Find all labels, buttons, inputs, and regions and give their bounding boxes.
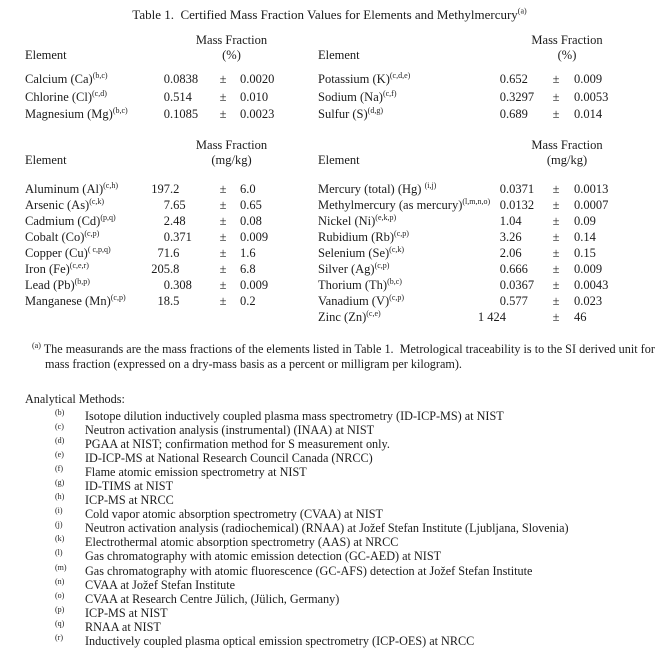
uncertainty-value: 0.08 xyxy=(240,213,262,228)
plus-minus-sign: ± xyxy=(219,107,227,121)
table-row xyxy=(25,213,302,229)
unit-header: (%) xyxy=(222,48,241,62)
element-name: Aluminum (Al) xyxy=(25,181,104,196)
footnote-a xyxy=(32,342,657,373)
value-integer-part: 0 xyxy=(499,197,506,212)
unit-header: (mg/kg) xyxy=(546,152,588,167)
method-footnote-marker: (p) xyxy=(55,604,65,614)
plus-minus-sign: ± xyxy=(552,197,560,212)
plus-minus-sign: ± xyxy=(552,89,560,104)
table-rows xyxy=(25,181,302,309)
method-text: ICP-MS at NRCC xyxy=(85,493,174,508)
table-row xyxy=(318,261,634,277)
plus-minus-sign: ± xyxy=(219,245,227,260)
value-integer-part: 0 xyxy=(163,229,170,244)
value-integer-part: 1 xyxy=(499,213,506,228)
plus-minus-sign: ± xyxy=(552,107,560,121)
element-footnote-marker: (c,f) xyxy=(382,88,397,98)
method-footnote-marker: (l) xyxy=(55,548,63,558)
method-item xyxy=(55,606,659,620)
element-header: Element xyxy=(318,152,360,167)
uncertainty-value: 0.010 xyxy=(240,89,269,104)
element-name: Magnesium (Mg) xyxy=(25,107,113,121)
value-fraction-part: .65 xyxy=(170,197,186,212)
table-header-row xyxy=(318,138,634,153)
element-footnote-marker: (c,p) xyxy=(110,292,126,302)
value-fraction-part: .0132 xyxy=(506,197,535,212)
method-text: PGAA at NIST; confirmation method for S measurement only. xyxy=(85,436,390,451)
uncertainty-value: 0.2 xyxy=(240,293,256,308)
method-item xyxy=(55,578,659,592)
value-integer-part: 197 xyxy=(151,181,170,196)
method-item xyxy=(55,535,659,549)
method-text: RNAA at NIST xyxy=(85,619,161,634)
element-footnote-marker: (c,p) xyxy=(374,260,390,270)
table-row xyxy=(318,197,634,213)
plus-minus-sign: ± xyxy=(552,277,560,292)
value-fraction-part: .666 xyxy=(506,261,528,276)
plus-minus-sign: ± xyxy=(219,197,227,212)
mass-fraction-section-percent xyxy=(0,33,659,124)
element-footnote-marker: (d,g) xyxy=(367,105,383,115)
method-footnote-marker: (c) xyxy=(55,421,64,431)
value-integer-part: 0 xyxy=(163,277,170,292)
uncertainty-value: 0.009 xyxy=(574,72,603,86)
value-fraction-part: .1085 xyxy=(170,107,199,121)
element-footnote-marker: (c,d,e) xyxy=(389,70,411,80)
element-name: Vanadium (V) xyxy=(318,293,390,308)
table-row xyxy=(25,197,302,213)
table-percent-right xyxy=(318,33,634,124)
unit-header: (%) xyxy=(557,48,577,62)
method-footnote-marker: (g) xyxy=(55,477,65,487)
plus-minus-sign: ± xyxy=(552,213,560,228)
element-footnote-marker: (c,h) xyxy=(103,180,119,190)
element-name: Arsenic (As) xyxy=(25,197,90,212)
method-item xyxy=(55,521,659,535)
element-header: Element xyxy=(25,152,67,167)
table-header-row xyxy=(318,33,634,48)
spacer xyxy=(25,63,302,71)
plus-minus-sign: ± xyxy=(219,181,227,196)
method-text: Isotope dilution inductively coupled plasma mass spectrometry (ID-ICP-MS) at NIST xyxy=(85,408,504,423)
spacer xyxy=(25,168,302,181)
value-integer-part: 71 xyxy=(157,245,170,260)
plus-minus-sign: ± xyxy=(219,277,227,292)
plus-minus-sign: ± xyxy=(552,309,560,324)
element-name: Thorium (Th) xyxy=(318,277,388,292)
value-integer-part: 3 xyxy=(499,229,506,244)
method-text: Neutron activation analysis (instrumental) (INAA) at NIST xyxy=(85,422,375,437)
element-footnote-marker: (l,m,n,o) xyxy=(462,196,491,206)
plus-minus-sign: ± xyxy=(552,245,560,260)
value-fraction-part: .689 xyxy=(506,107,528,121)
table-row xyxy=(25,293,302,309)
spacer xyxy=(318,168,634,181)
unit-header: (mg/kg) xyxy=(211,152,252,167)
table-row xyxy=(318,229,634,245)
table-title xyxy=(0,0,659,23)
value-fraction-part: .2 xyxy=(170,181,180,196)
uncertainty-value: 0.0020 xyxy=(240,72,275,86)
analytical-methods-list xyxy=(55,409,659,649)
uncertainty-value: 1.6 xyxy=(240,245,256,260)
element-header: Element xyxy=(25,48,67,62)
footnote-a-marker: (a) xyxy=(32,340,41,350)
value-fraction-part: .652 xyxy=(506,72,528,86)
plus-minus-sign: ± xyxy=(552,181,560,196)
table-title-text: Table 1. Certified Mass Fraction Values for Elements and Methylmercury xyxy=(132,7,518,22)
value-fraction-part: .514 xyxy=(170,89,192,104)
table-rows xyxy=(25,71,302,124)
value-integer-part: 0 xyxy=(163,89,170,104)
value-integer-part: 0 xyxy=(163,107,170,121)
mass-fraction-header: Mass Fraction xyxy=(195,137,268,152)
table-row xyxy=(25,245,302,261)
element-footnote-marker: (b,p) xyxy=(74,276,90,286)
value-integer-part: 2 xyxy=(163,213,170,228)
table-row xyxy=(25,106,302,124)
element-name: Sodium (Na) xyxy=(318,89,383,104)
table-header-row xyxy=(25,33,302,48)
method-text: Electrothermal atomic absorption spectrometry (AAS) at NRCC xyxy=(85,535,399,550)
plus-minus-sign: ± xyxy=(552,293,560,308)
method-text: ICP-MS at NIST xyxy=(85,605,168,620)
uncertainty-value: 0.14 xyxy=(574,229,596,244)
value-fraction-part: .8 xyxy=(170,261,180,276)
table-row xyxy=(318,89,634,107)
element-name: Manganese (Mn) xyxy=(25,293,111,308)
value-fraction-part: .04 xyxy=(506,213,522,228)
plus-minus-sign: ± xyxy=(219,261,227,276)
method-item xyxy=(55,634,659,648)
mass-fraction-header: Mass Fraction xyxy=(195,33,268,47)
analytical-methods-label: Analytical Methods: xyxy=(25,391,125,406)
table-row xyxy=(318,106,634,124)
table-row xyxy=(318,245,634,261)
method-footnote-marker: (r) xyxy=(55,632,63,642)
element-name: Calcium (Ca) xyxy=(25,72,93,86)
value-fraction-part: .371 xyxy=(170,229,192,244)
element-name: Iron (Fe) xyxy=(25,261,70,276)
method-footnote-marker: (o) xyxy=(55,590,65,600)
method-footnote-marker: (j) xyxy=(55,520,63,530)
uncertainty-value: 6.8 xyxy=(240,261,256,276)
value-fraction-part: .3297 xyxy=(506,89,535,104)
table-row xyxy=(25,89,302,107)
uncertainty-value: 0.014 xyxy=(574,107,603,121)
table-subheader-row xyxy=(25,153,302,168)
element-footnote-marker: (c,p) xyxy=(84,228,100,238)
mass-fraction-header: Mass Fraction xyxy=(531,33,603,47)
element-name: Sulfur (S) xyxy=(318,107,368,121)
method-text: CVAA at Jožef Stefan Institute xyxy=(85,577,236,592)
element-footnote-marker: (c,d) xyxy=(92,88,107,98)
uncertainty-value: 0.0023 xyxy=(240,107,275,121)
plus-minus-sign: ± xyxy=(219,213,227,228)
value-integer-part: 0 xyxy=(163,72,170,86)
value-fraction-part: .48 xyxy=(170,213,186,228)
method-text: ID-TIMS at NIST xyxy=(85,478,174,493)
value-fraction-part: .6 xyxy=(170,245,180,260)
method-text: Gas chromatography with atomic emission detection (GC-AED) at NIST xyxy=(85,549,442,564)
mass-fraction-section-mgkg xyxy=(0,138,659,325)
uncertainty-value: 0.09 xyxy=(574,213,596,228)
element-footnote-marker: (c,e,r) xyxy=(69,260,89,270)
element-name: Cadmium (Cd) xyxy=(25,213,101,228)
table-mgkg-right xyxy=(318,138,634,325)
table-row xyxy=(318,293,634,309)
value-integer-part: 2 xyxy=(499,245,506,260)
element-name: Rubidium (Rb) xyxy=(318,229,395,244)
method-footnote-marker: (e) xyxy=(55,449,64,459)
method-item xyxy=(55,465,659,479)
element-footnote-marker: (p,q) xyxy=(100,212,116,222)
table-row xyxy=(318,309,634,325)
element-footnote-marker: (e,k,p) xyxy=(375,212,397,222)
table-rows xyxy=(318,71,634,124)
table-row xyxy=(25,261,302,277)
method-footnote-marker: (b) xyxy=(55,407,65,417)
element-footnote-marker: ( c,p,q) xyxy=(87,244,111,254)
method-item xyxy=(55,564,659,578)
element-name: Mercury (total) (Hg) xyxy=(318,181,425,196)
element-footnote-marker: (c,p) xyxy=(394,228,409,238)
element-name: Zinc (Zn) xyxy=(318,309,367,324)
value-integer-part: 205 xyxy=(151,261,170,276)
value-fraction-part: .0838 xyxy=(170,72,199,86)
value-integer-part: 0 xyxy=(499,72,506,86)
plus-minus-sign: ± xyxy=(219,293,227,308)
value-fraction-part: .577 xyxy=(506,293,528,308)
method-text: Gas chromatography with atomic fluorescence (GC-AFS) detection at Jožef Stefan Institute xyxy=(85,563,533,578)
method-text: CVAA at Research Centre Jülich, (Jülich, Germany) xyxy=(85,591,340,606)
table-subheader-row xyxy=(25,48,302,63)
method-footnote-marker: (i) xyxy=(55,506,63,516)
uncertainty-value: 0.009 xyxy=(574,261,603,276)
mass-fraction-header: Mass Fraction xyxy=(531,137,603,152)
method-item xyxy=(55,423,659,437)
element-name: Lead (Pb) xyxy=(25,277,75,292)
method-text: Inductively coupled plasma optical emission spectrometry (ICP-OES) at NRCC xyxy=(85,634,475,648)
table-percent-left xyxy=(25,33,302,124)
method-item xyxy=(55,437,659,451)
uncertainty-value: 46 xyxy=(574,309,587,324)
method-footnote-marker: (h) xyxy=(55,492,65,501)
value-integer-part: 1 424 xyxy=(477,309,506,324)
uncertainty-value: 0.009 xyxy=(240,277,269,292)
method-footnote-marker: (d) xyxy=(55,435,65,445)
method-text: ID-ICP-MS at National Research Council Canada (NRCC) xyxy=(85,450,373,465)
value-fraction-part: .26 xyxy=(506,229,522,244)
uncertainty-value: 6.0 xyxy=(240,181,256,196)
method-text: Flame atomic emission spectrometry at NIST xyxy=(85,464,307,479)
plus-minus-sign: ± xyxy=(219,89,227,104)
value-fraction-part: .0367 xyxy=(506,277,535,292)
element-footnote-marker: (c,k) xyxy=(389,244,405,254)
value-integer-part: 0 xyxy=(499,181,506,196)
method-text: Cold vapor atomic absorption spectrometry (CVAA) at NIST xyxy=(85,507,383,522)
value-fraction-part: .5 xyxy=(170,293,180,308)
uncertainty-value: 0.0043 xyxy=(574,277,609,292)
table-title-footnote-marker: (a) xyxy=(517,6,527,16)
method-item xyxy=(55,620,659,634)
plus-minus-sign: ± xyxy=(552,261,560,276)
value-integer-part: 0 xyxy=(499,261,506,276)
method-item xyxy=(55,549,659,563)
element-footnote-marker: (b,c) xyxy=(92,70,108,80)
uncertainty-value: 0.0007 xyxy=(574,197,609,212)
value-fraction-part: .06 xyxy=(506,245,522,260)
table-row xyxy=(318,213,634,229)
method-item xyxy=(55,409,659,423)
table-rows xyxy=(318,181,634,325)
value-fraction-part xyxy=(506,309,538,325)
method-footnote-marker: (m) xyxy=(55,562,67,572)
spacer xyxy=(318,63,634,71)
element-footnote-marker: (b,c) xyxy=(387,276,402,286)
value-integer-part: 0 xyxy=(499,293,506,308)
element-name: Selenium (Se) xyxy=(318,245,390,260)
plus-minus-sign: ± xyxy=(219,229,227,244)
table-row xyxy=(318,71,634,89)
value-integer-part: 7 xyxy=(163,197,170,212)
element-footnote-marker: (c,p) xyxy=(389,292,405,302)
table-row xyxy=(25,277,302,293)
value-fraction-part: .308 xyxy=(170,277,192,292)
method-footnote-marker: (k) xyxy=(55,534,65,544)
value-integer-part: 18 xyxy=(157,293,170,308)
value-integer-part: 0 xyxy=(499,277,506,292)
element-name: Copper (Cu) xyxy=(25,245,88,260)
plus-minus-sign: ± xyxy=(552,72,560,86)
table-row xyxy=(318,181,634,197)
footnote-a-text: The measurands are the mass fractions of the elements listed in Table 1. Metrological traceability is to the SI derived unit for mass fraction (expressed on a dry-mass basis as a percent or milligram per kilogram). xyxy=(40,341,655,371)
element-footnote-marker: (b,c) xyxy=(112,105,128,115)
table-mgkg-left xyxy=(25,138,302,325)
table-subheader-row xyxy=(318,48,634,63)
uncertainty-value: 0.15 xyxy=(574,245,596,260)
uncertainty-value: 0.0053 xyxy=(574,89,609,104)
element-footnote-marker: (c,k) xyxy=(89,196,105,206)
table-row xyxy=(318,277,634,293)
uncertainty-value: 0.0013 xyxy=(574,181,609,196)
element-footnote-marker: (i,j) xyxy=(424,180,437,190)
value-integer-part: 0 xyxy=(499,107,506,121)
element-name: Chlorine (Cl) xyxy=(25,89,93,104)
table-header-row xyxy=(25,138,302,153)
uncertainty-value: 0.023 xyxy=(574,293,603,308)
value-integer-part: 0 xyxy=(499,89,506,104)
method-footnote-marker: (q) xyxy=(55,618,65,628)
element-name: Nickel (Ni) xyxy=(318,213,376,228)
uncertainty-value: 0.65 xyxy=(240,197,262,212)
element-name: Silver (Ag) xyxy=(318,261,375,276)
value-fraction-part: .0371 xyxy=(506,181,535,196)
element-name: Potassium (K) xyxy=(318,72,390,86)
method-item xyxy=(55,592,659,606)
table-row xyxy=(25,71,302,89)
method-item xyxy=(55,507,659,521)
method-footnote-marker: (f) xyxy=(55,463,63,473)
plus-minus-sign: ± xyxy=(219,72,227,86)
table-subheader-row xyxy=(318,153,634,168)
table-row xyxy=(25,181,302,197)
element-name: Cobalt (Co) xyxy=(25,229,85,244)
method-item xyxy=(55,451,659,465)
uncertainty-value: 0.009 xyxy=(240,229,269,244)
table-row xyxy=(25,229,302,245)
method-item xyxy=(55,479,659,493)
element-footnote-marker: (c,e) xyxy=(366,308,381,318)
element-header: Element xyxy=(318,48,360,62)
method-text: Neutron activation analysis (radiochemical) (RNAA) at Jožef Stefan Institute (Ljubljana, Slovenia) xyxy=(85,521,569,536)
method-footnote-marker: (n) xyxy=(55,576,65,586)
method-item xyxy=(55,493,659,507)
element-name: Methylmercury (as mercury) xyxy=(318,197,463,212)
plus-minus-sign: ± xyxy=(552,229,560,244)
